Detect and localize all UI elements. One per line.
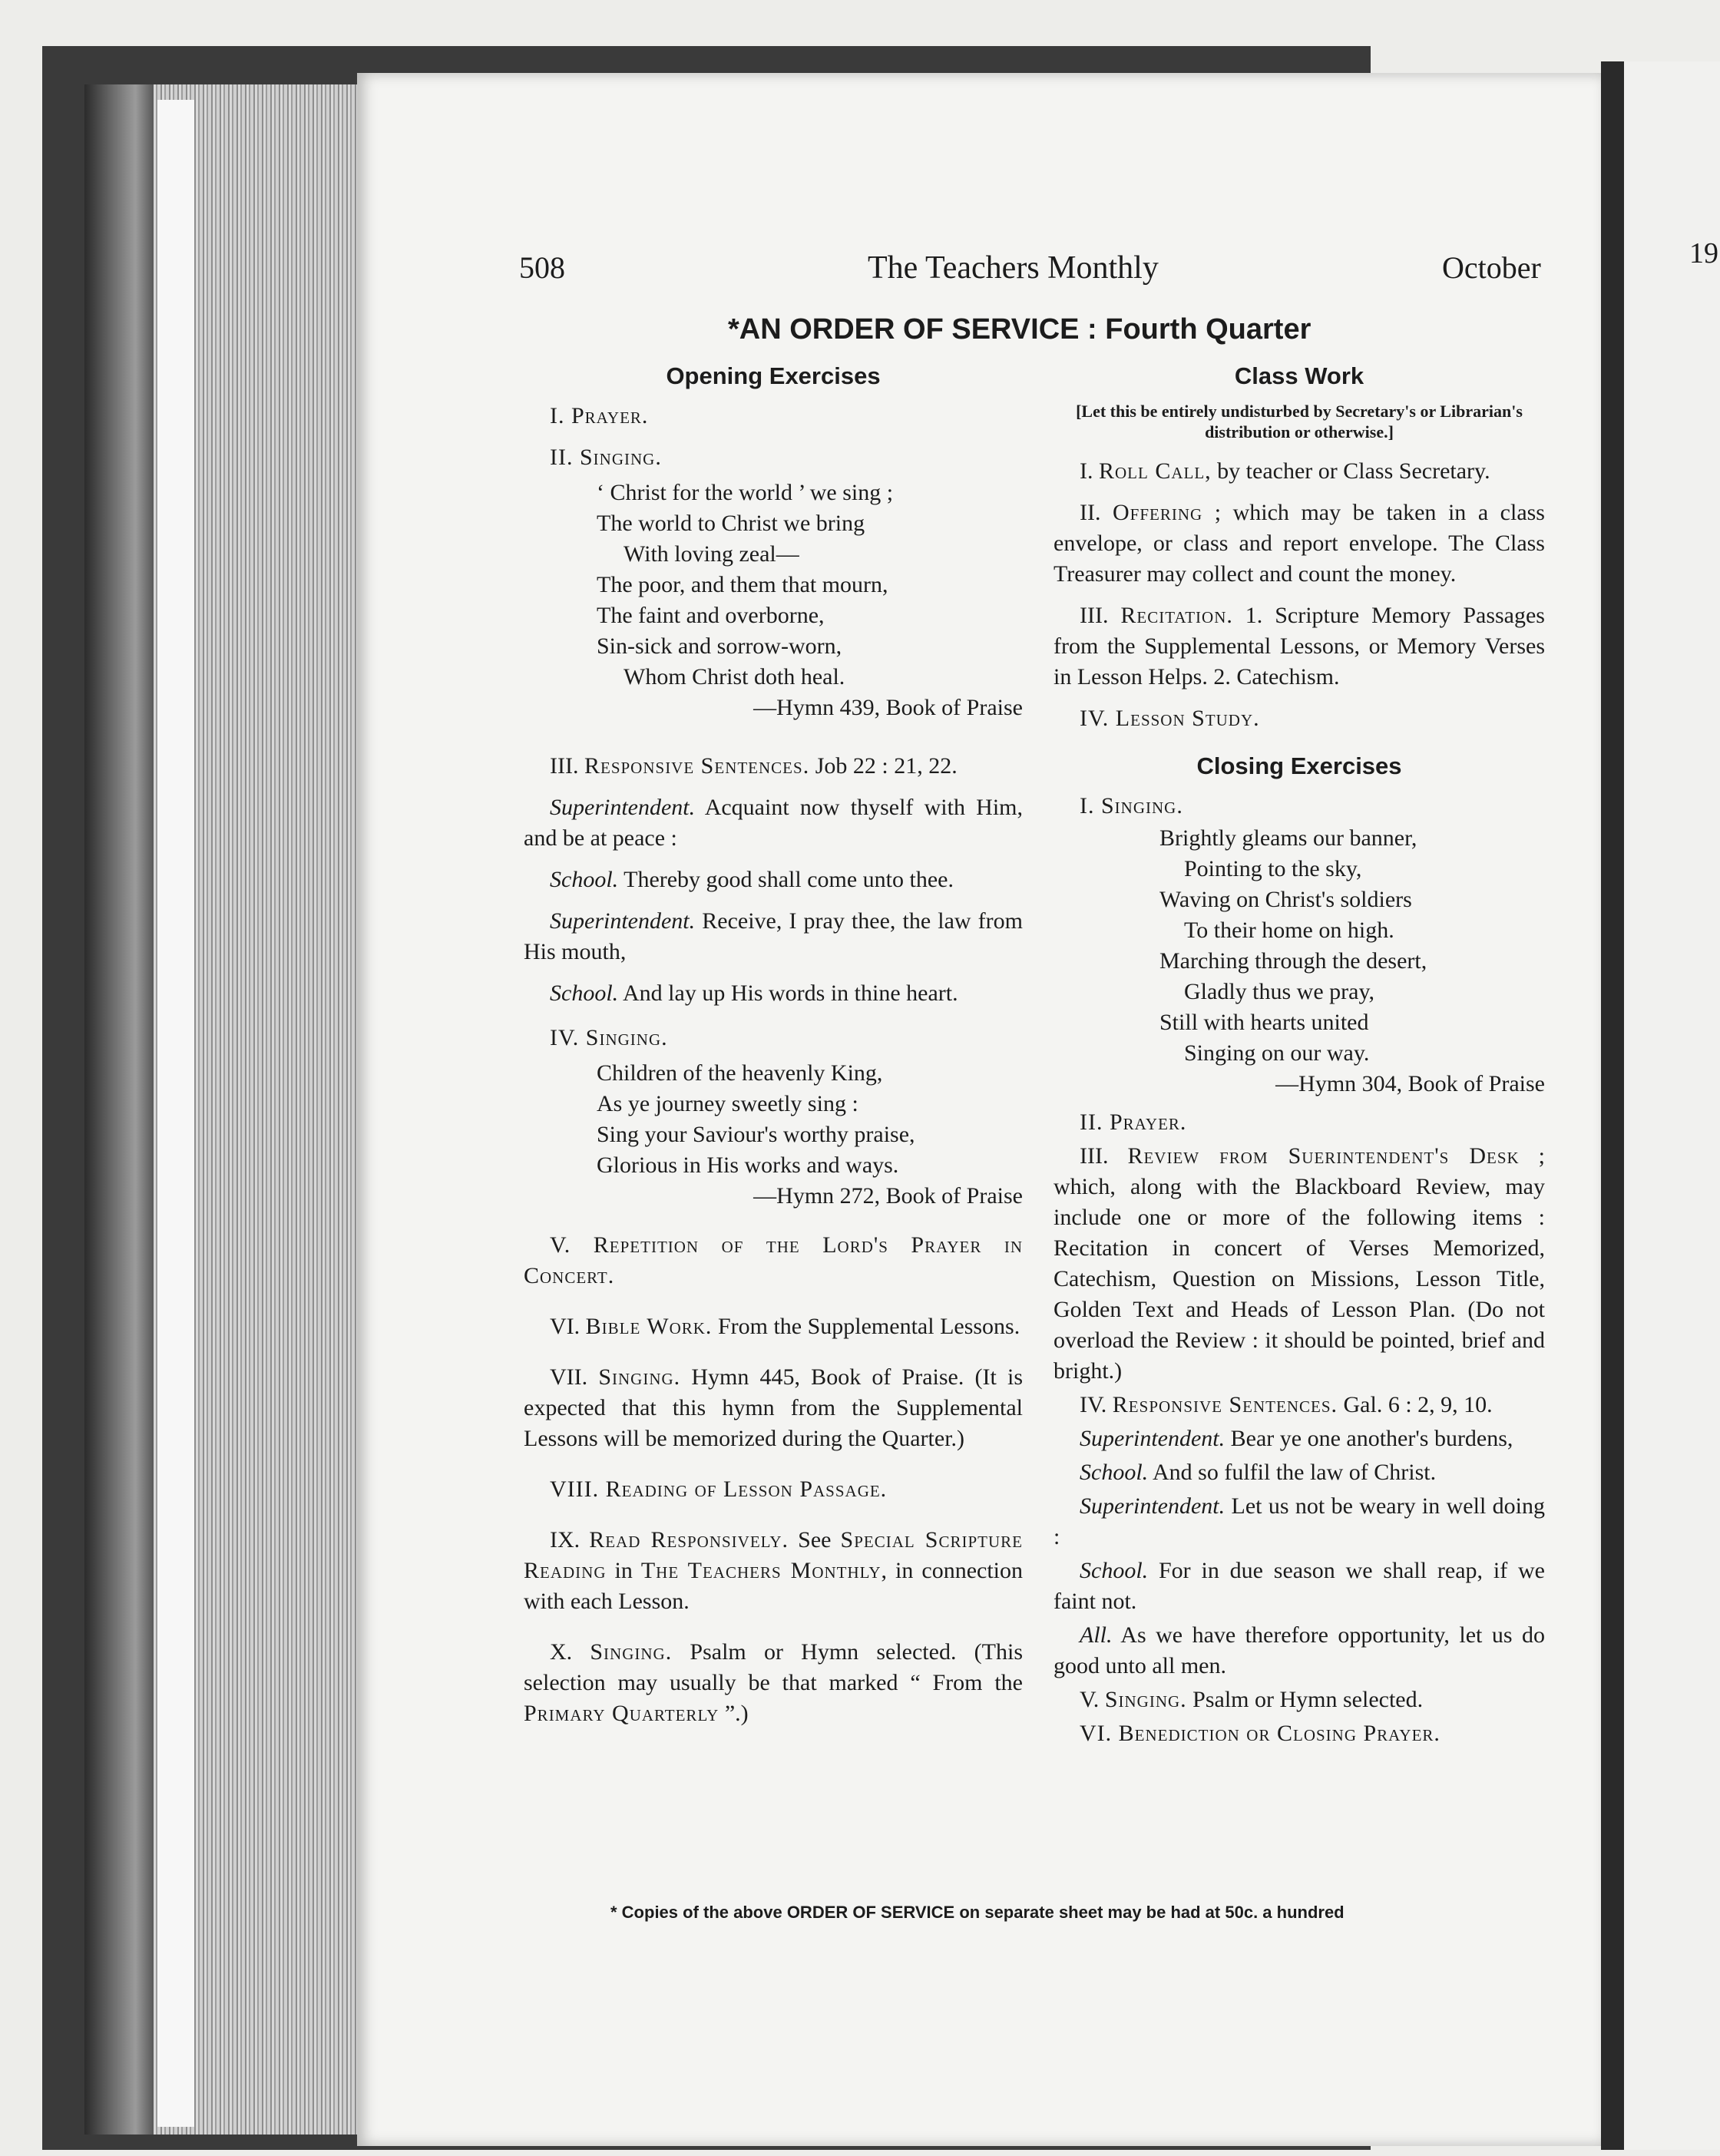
speaker: School. [550, 867, 619, 892]
verse-line: Marching through the desert, [1159, 948, 1427, 974]
item-text: 1. Scripture Memory Passages from the Supplemental Lessons, or Memory Verses in Lesson Helps. 2. Catechism. [1054, 603, 1545, 689]
item-number: I. [1080, 458, 1099, 484]
item-number: V. [1080, 1687, 1105, 1712]
item-number: II. [1080, 500, 1113, 525]
verse-line: ‘ Christ for the world ’ we sing ; [597, 480, 894, 505]
verse-line: Brightly gleams our banner, [1159, 825, 1417, 851]
item-label: Responsive Sentences. [584, 753, 810, 779]
verse-line: Glorious in His works and ways. [597, 1152, 899, 1178]
line-text: For in due season we shall reap, if we faint not. [1054, 1558, 1545, 1614]
line-text: And so fulfil the law of Christ. [1148, 1460, 1437, 1485]
item-text: Psalm or Hymn selected. [1186, 1687, 1424, 1712]
item-benediction: VI. Benediction or Closing Prayer. [1080, 1721, 1440, 1746]
item-reading: VIII. Reading of Lesson Passage. [550, 1476, 888, 1502]
item-text-caps: The Teachers Monthly [640, 1558, 882, 1583]
item-text: See [789, 1527, 841, 1553]
verse-line: Singing on our way. [1184, 1040, 1370, 1066]
verse-line: Whom Christ doth heal. [624, 664, 845, 689]
issue-month: October [1442, 250, 1541, 285]
speaker: All. [1080, 1622, 1113, 1648]
page-title: *AN ORDER OF SERVICE : Fourth Quarter [728, 313, 1312, 346]
item-text: in [606, 1558, 641, 1583]
item-label: Singing. [1104, 1687, 1187, 1712]
item-number: IX. [550, 1527, 590, 1553]
section-heading-opening: Opening Exercises [666, 362, 881, 389]
item-text: From the Supplemental Lessons. [712, 1314, 1020, 1339]
item-singing: II. Singing. [550, 445, 662, 470]
facing-page [1624, 61, 1720, 2150]
item-closing-singing: I. Singing. [1080, 793, 1183, 818]
item-read-responsively [524, 1525, 1023, 1617]
section-heading-class-work: Class Work [1234, 362, 1364, 389]
running-title: The Teachers Monthly [868, 250, 1159, 286]
line-text: Thereby good shall come unto thee. [618, 867, 954, 892]
responsive-line [524, 865, 1023, 895]
verse-line: As ye journey sweetly sing : [597, 1091, 858, 1116]
item-lesson-study: IV. Lesson Study. [1080, 706, 1260, 731]
responsive-line [1054, 1424, 1545, 1454]
item-singing-3 [524, 1362, 1023, 1454]
verse-line: Gladly thus we pray, [1184, 979, 1374, 1004]
responsive-line [524, 906, 1023, 967]
verse-line: With loving zeal— [624, 541, 799, 567]
item-responsive-sentences [524, 751, 1023, 782]
item-review [1054, 1141, 1545, 1387]
verse-line: Sin-sick and sorrow-worn, [597, 633, 842, 659]
verse-line: Pointing to the sky, [1184, 856, 1362, 881]
item-number: X. [550, 1639, 590, 1665]
verse-line: To their home on high. [1184, 918, 1394, 943]
verse-line: Waving on Christ's soldiers [1159, 887, 1412, 912]
item-closing-responsive [1054, 1390, 1545, 1420]
item-label: Read Responsively. [589, 1527, 789, 1553]
item-text: Psalm or Hymn selected. (This selection may usually be that marked “ From the [524, 1639, 1023, 1695]
speaker: Superintendent. [1080, 1426, 1226, 1451]
item-prayer: I. Prayer. [550, 403, 649, 428]
item-text: ”.) [719, 1701, 749, 1726]
class-work-note: [Let this be entirely undisturbed by Secretary's or Librarian's distribution or otherwise.] [1076, 402, 1523, 441]
item-text: ; which, along with the Blackboard Review, may include one or more of the following items : Recitation in concert of Verses Memorized, Catechism, Question on Missions, Lesson Title, Golden Text and Heads of Lesson Plan. (Do not overload the Review : it should be pointed, brief and bright.) [1054, 1143, 1545, 1384]
left-column [524, 361, 1023, 1740]
item-label: Responsive Sentences. [1112, 1392, 1338, 1417]
scripture-ref: Job 22 : 21, 22. [809, 753, 958, 779]
item-roll-call [1054, 456, 1545, 487]
verse-line: Children of the heavenly King, [597, 1060, 883, 1086]
page-edge-highlight [157, 100, 194, 2127]
item-label: Roll Call, [1099, 458, 1212, 484]
speaker: Superintendent. [1080, 1493, 1226, 1519]
item-number: VI. [550, 1314, 586, 1339]
responsive-line [1054, 1457, 1545, 1488]
hymn-credit: —Hymn 272, Book of Praise [753, 1183, 1023, 1209]
line-text: Bear ye one another's burdens, [1225, 1426, 1513, 1451]
item-text: , in connection with each Lesson. [524, 1558, 1024, 1614]
item-label: Review from Suerintendent's Desk [1127, 1143, 1520, 1169]
right-column [1054, 361, 1545, 1760]
item-lords-prayer: V. Repetition of the Lord's Prayer in Concert. [524, 1232, 1023, 1288]
verse-line: Still with hearts united [1159, 1010, 1369, 1035]
page-number: 508 [519, 250, 565, 285]
item-singing-2: IV. Singing. [550, 1025, 668, 1050]
item-closing-singing-2 [1054, 1685, 1545, 1715]
hymn-verse-1 [524, 478, 1023, 693]
speaker: Superintendent. [550, 795, 696, 820]
item-text: Hymn 445, Book of Praise. (It is expected that this hymn from the Supplemental Lessons will be memorized during the Quarter.) [524, 1364, 1024, 1451]
item-text-caps: Special Scripture Reading [524, 1527, 1023, 1583]
item-label: Bible Work. [585, 1314, 713, 1339]
footnote: * Copies of the above ORDER OF SERVICE on separate sheet may be had at 50c. a hundred [610, 1903, 1345, 1922]
responsive-line [1054, 1556, 1545, 1617]
speaker: School. [1080, 1460, 1149, 1485]
verse-line: The world to Christ we bring [597, 511, 865, 536]
item-singing-4 [524, 1637, 1023, 1729]
hymn-verse-3 [1054, 823, 1545, 1069]
verse-line: Sing your Saviour's worthy praise, [597, 1122, 915, 1147]
line-text: Acquaint now thyself with Him, and be at peace : [524, 795, 1023, 851]
item-number: VII. [550, 1364, 599, 1390]
gutter-shadow [1601, 61, 1624, 2150]
item-text: ; which may be taken in a class envelope, or class and report envelope. The Class Treasurer may collect and count the money. [1054, 500, 1545, 587]
item-number: III. [1080, 1143, 1128, 1169]
hymn-credit: —Hymn 439, Book of Praise [753, 695, 1023, 720]
line-text: Receive, I pray thee, the law from His mouth, [524, 908, 1023, 964]
responsive-line [524, 792, 1023, 854]
item-label: Singing. [598, 1364, 681, 1390]
item-label: Singing. [590, 1639, 673, 1665]
scripture-ref: Gal. 6 : 2, 9, 10. [1338, 1392, 1493, 1417]
item-text-caps: Primary Quarterly [524, 1701, 719, 1726]
speaker: Superintendent. [550, 908, 696, 934]
item-number: III. [1080, 603, 1121, 628]
hymn-verse-2 [524, 1058, 1023, 1181]
responsive-line [1054, 1620, 1545, 1681]
responsive-line [1054, 1491, 1545, 1553]
book-spine [84, 84, 157, 2135]
item-closing-prayer: II. Prayer. [1080, 1109, 1187, 1135]
item-number: III. [550, 753, 584, 779]
line-text: Let us not be weary in well doing : [1054, 1493, 1545, 1549]
item-bible-work [524, 1311, 1023, 1342]
section-heading-closing: Closing Exercises [1196, 752, 1402, 779]
facing-page-folio: 19 [1689, 237, 1718, 270]
line-text: And lay up His words in thine heart. [618, 980, 958, 1006]
speaker: School. [1080, 1558, 1149, 1583]
line-text: As we have therefore opportunity, let us do good unto all men. [1054, 1622, 1545, 1678]
verse-line: The poor, and them that mourn, [597, 572, 888, 597]
item-label: Recitation. [1120, 603, 1233, 628]
speaker: School. [550, 980, 619, 1006]
verse-line: The faint and overborne, [597, 603, 825, 628]
item-number: IV. [1080, 1392, 1113, 1417]
item-recitation [1054, 600, 1545, 693]
item-label: Offering [1113, 500, 1203, 525]
hymn-credit: —Hymn 304, Book of Praise [1275, 1071, 1545, 1096]
item-text: by teacher or Class Secretary. [1211, 458, 1490, 484]
item-offering [1054, 498, 1545, 590]
responsive-line [524, 978, 1023, 1009]
